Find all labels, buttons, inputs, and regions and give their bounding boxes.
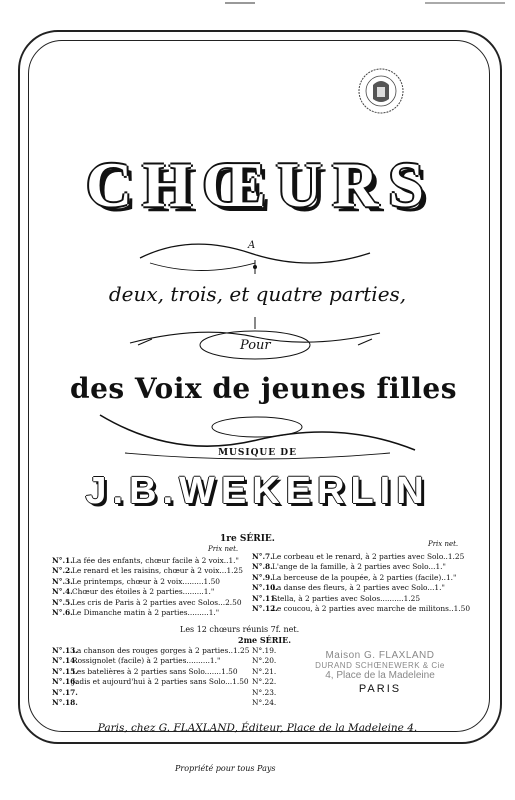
- list-item: [52, 688, 249, 698]
- publisher-footer: Paris, chez G. FLAXLAND, Éditeur, Place de la Madeleine 4.: [97, 722, 418, 734]
- series-1-heading: 1re SÉRIE.: [220, 534, 275, 544]
- item-number: N°.10.: [252, 583, 278, 593]
- item-number: N°.16.: [52, 677, 78, 687]
- list-item: [52, 646, 249, 656]
- price-net-right: Prix net.: [428, 540, 459, 548]
- price-net-left: Prix net.: [208, 545, 239, 553]
- page-top-edge: [0, 0, 515, 12]
- item-number: N°.13.: [52, 646, 78, 655]
- item-text: L'ange de la famille, à 2 parties avec Solo...1.": [272, 562, 446, 572]
- item-text: Les batelières à 2 parties sans Solo.......1.50: [72, 666, 238, 676]
- list-item: N°.19.: [252, 646, 277, 655]
- decorative-flourish-upper: [130, 228, 380, 283]
- item-number: N°.2.: [52, 566, 73, 576]
- series-1-list-left: [52, 556, 243, 618]
- subtitle: deux, trois, et quatre parties,: [108, 282, 407, 306]
- item-text: Le corbeau et le renard, à 2 parties avec Solo..1.25: [272, 552, 465, 561]
- list-item: [52, 677, 249, 687]
- word-a: A: [248, 240, 256, 251]
- series-2-list-left: [52, 646, 249, 708]
- item-number: N°.5.: [52, 597, 73, 607]
- series-1-list-right: [252, 552, 470, 614]
- list-item: [52, 656, 249, 666]
- publisher-stamp-line-4: PARIS: [358, 683, 402, 695]
- list-item: [52, 556, 243, 566]
- item-number: N°.8.: [252, 562, 273, 572]
- list-item: [52, 598, 243, 608]
- list-item: [52, 698, 249, 708]
- item-number: N°.18.: [52, 698, 78, 708]
- series-2-heading: 2me SÉRIE.: [238, 635, 292, 645]
- list-item: [52, 608, 243, 618]
- item-text: Le coucou, à 2 parties avec marche de militons..1.50: [272, 604, 471, 614]
- title: CHŒURS: [85, 149, 435, 220]
- list-item: N°.23.: [252, 687, 277, 697]
- all-choirs-price: Les 12 chœurs réunis 7f. net.: [180, 625, 300, 634]
- item-text: Chœur des étoiles à 2 parties.........1.": [72, 587, 215, 597]
- item-text: Le Dimanche matin à 2 parties.........1.": [72, 608, 220, 618]
- publisher-stamp-line-3: 4, Place de la Madeleine: [325, 670, 435, 681]
- item-number: N°.4.: [52, 587, 73, 597]
- list-item: [252, 552, 470, 562]
- item-number: N°.9.: [252, 572, 273, 582]
- list-item: [252, 604, 470, 614]
- item-text: La danse des fleurs, à 2 parties avec Solo...1.": [272, 583, 445, 593]
- item-number: N°.3.: [52, 576, 73, 586]
- copyright-notice: Propriété pour tous Pays: [175, 764, 276, 773]
- list-item: [52, 577, 243, 587]
- musique-de-label: MUSIQUE DE: [218, 448, 297, 458]
- item-number: N°.17.: [52, 687, 78, 697]
- publisher-stamp-line-2: DURAND SCHŒNEWERK & Cie: [315, 661, 445, 670]
- list-item: [252, 573, 470, 583]
- list-item: [52, 587, 243, 597]
- item-text: Le printemps, chœur à 2 voix.........1.50: [72, 576, 221, 586]
- item-number: N°.6.: [52, 608, 73, 618]
- series-2-list-right: [252, 646, 276, 708]
- library-seal-icon: [355, 65, 407, 117]
- item-text: Jadis et aujourd'hui à 2 parties sans Solo...1.50: [72, 677, 249, 687]
- item-number: N°.1.: [52, 556, 73, 565]
- list-item: N°.20.: [252, 656, 277, 666]
- item-number: N°.12.: [252, 604, 278, 614]
- item-text: La fée des enfants, chœur facile à 2 voix..1.": [72, 556, 239, 565]
- list-item: N°.22.: [252, 677, 277, 687]
- list-item: [252, 594, 470, 604]
- publisher-stamp-line-1: Maison G. FLAXLAND: [325, 650, 435, 661]
- item-text: La berceuse de la poupée, à 2 parties (facile)..1.": [272, 572, 457, 582]
- item-number: N°.11.: [252, 593, 278, 603]
- word-pour: Pour: [240, 338, 271, 353]
- item-number: N°.15.: [52, 666, 78, 676]
- item-number: N°.14.: [52, 656, 78, 666]
- voices-line: des Voix de jeunes filles: [70, 372, 457, 405]
- item-number: N°.7.: [252, 552, 273, 561]
- composer-name: J.B.WEKERLIN: [85, 470, 430, 512]
- list-item: N°.21.: [252, 666, 277, 676]
- list-item: N°.24.: [252, 698, 277, 708]
- item-text: La chanson des rouges gorges à 2 parties..1.25: [72, 646, 250, 655]
- list-item: [252, 583, 470, 593]
- item-text: Le renard et les raisins, chœur à 2 voix...1.25: [72, 566, 243, 576]
- item-text: Les cris de Paris à 2 parties avec Solos...2.50: [72, 597, 242, 607]
- item-text: Stella, à 2 parties avec Solos..........1.25: [272, 593, 421, 603]
- list-item: [252, 562, 470, 572]
- list-item: [52, 667, 249, 677]
- publisher-stamp: [290, 650, 470, 695]
- list-item: [52, 566, 243, 576]
- item-text: Rossignolet (facile) à 2 parties..........1.": [72, 656, 221, 666]
